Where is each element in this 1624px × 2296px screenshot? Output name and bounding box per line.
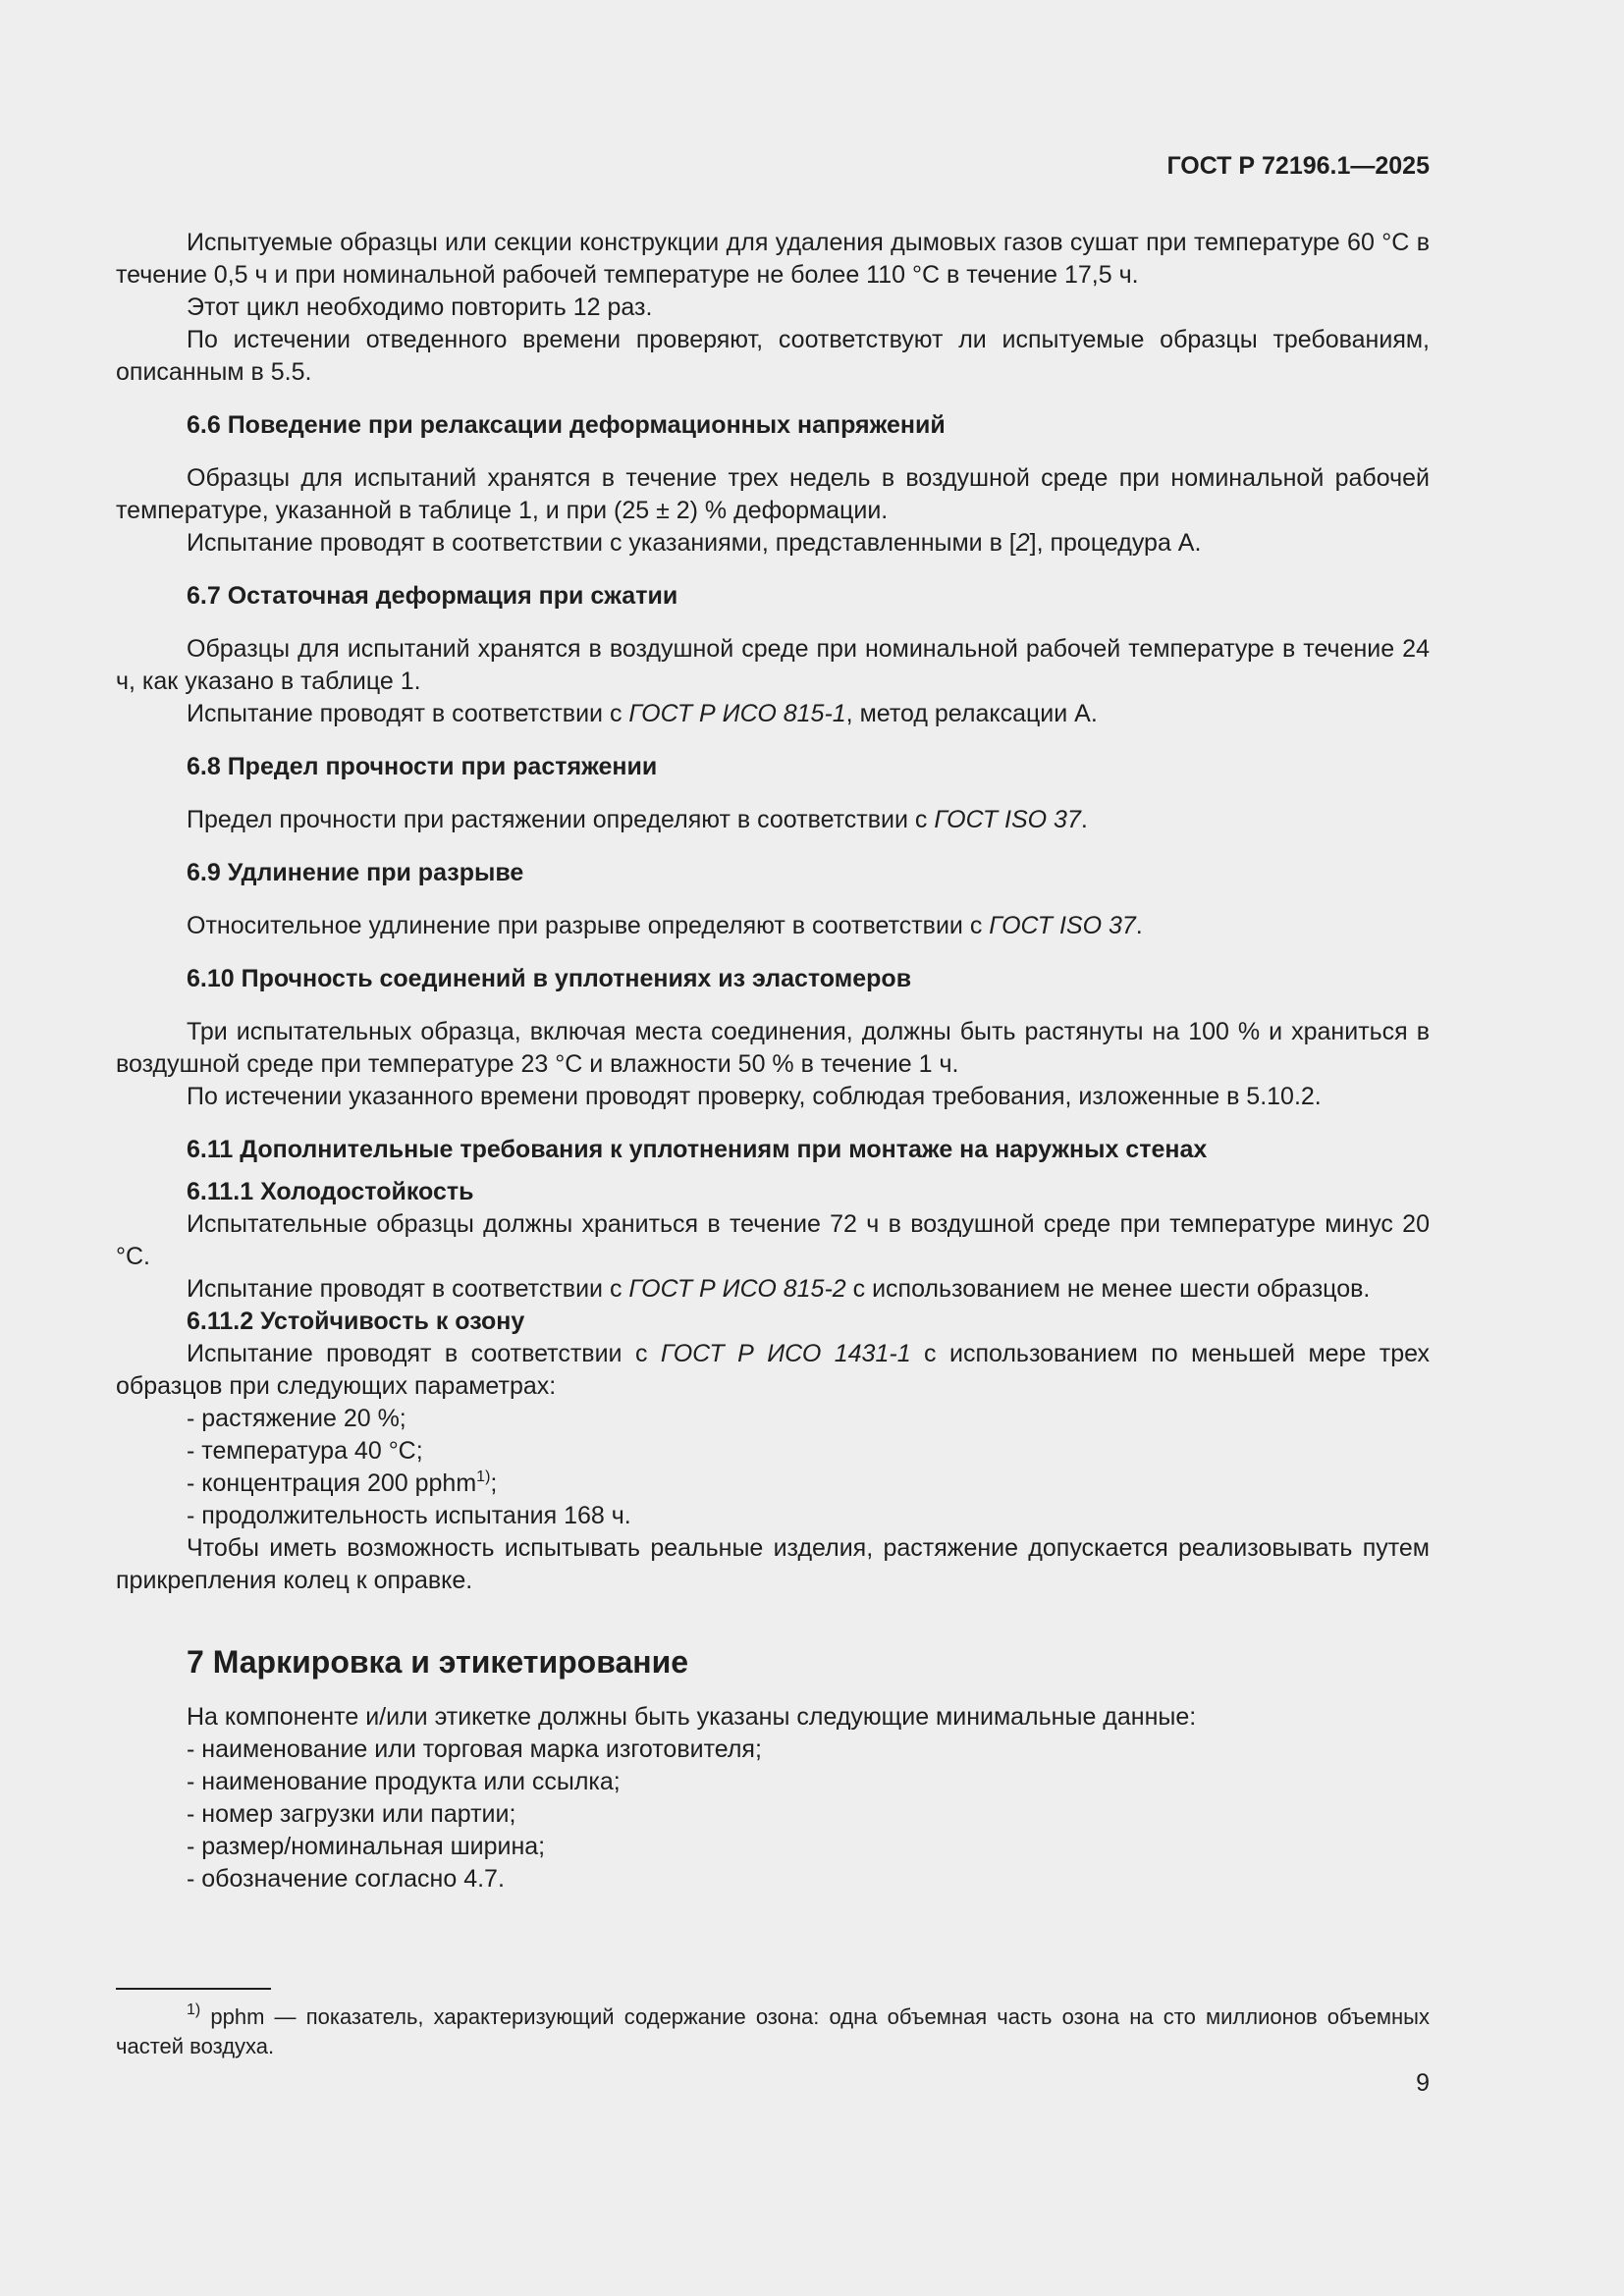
section-6-8-paragraph-1: Предел прочности при растяжении определяют в соответствии с ГОСТ ISO 37. bbox=[187, 806, 1088, 833]
list-item: - наименование продукта или ссылка; bbox=[187, 1768, 621, 1795]
section-6-9-paragraph-1: Относительное удлинение при разрыве определяют в соответствии с ГОСТ ISO 37. bbox=[187, 912, 1143, 939]
section-6-10-paragraph-2: По истечении указанного времени проводят проверку, соблюдая требования, изложенные в 5.10.2. bbox=[187, 1083, 1322, 1110]
standard-reference: ГОСТ Р ИСО 815-1 bbox=[628, 700, 846, 727]
section-6-7-paragraph-2: Испытание проводят в соответствии с ГОСТ Р ИСО 815-1, метод релаксации A. bbox=[187, 700, 1098, 727]
section-6-11-2-paragraph-2: Чтобы иметь возможность испытывать реальные изделия, растяжение допускается реализовывать путем прикрепления колец к оправке. bbox=[116, 1534, 1430, 1594]
section-6-6-heading: 6.6 Поведение при релаксации деформационных напряжений bbox=[187, 411, 946, 439]
list-item: - обозначение согласно 4.7. bbox=[187, 1865, 505, 1893]
list-item: - продолжительность испытания 168 ч. bbox=[187, 1502, 631, 1529]
list-item: - наименование или торговая марка изготовителя; bbox=[187, 1735, 762, 1763]
standard-reference: ГОСТ ISO 37 bbox=[989, 912, 1136, 939]
section-6-9-heading: 6.9 Удлинение при разрыве bbox=[187, 859, 524, 886]
intro-paragraph-3: По истечении отведенного времени проверяют, соответствуют ли испытуемые образцы требованиям, описанным в 5.5. bbox=[116, 326, 1430, 386]
section-6-7-paragraph-1: Образцы для испытаний хранятся в воздушной среде при номинальной рабочей температуре в течение 24 ч, как указано в таблице 1. bbox=[116, 635, 1430, 695]
list-item: - концентрация 200 pphm$^{1)}$; bbox=[187, 1468, 498, 1497]
footnote-mark: 1) bbox=[187, 2002, 201, 2018]
page-number: 9 bbox=[1416, 2069, 1430, 2097]
section-6-7-heading: 6.7 Остаточная деформация при сжатии bbox=[187, 582, 678, 610]
section-6-6-paragraph-2: Испытание проводят в соответствии с указаниями, представленными в [2], процедура A. bbox=[187, 529, 1202, 557]
list-item: - растяжение 20 %; bbox=[187, 1405, 406, 1432]
standard-reference: ГОСТ Р ИСО 815-2 bbox=[628, 1275, 846, 1303]
section-6-6-paragraph-1: Образцы для испытаний хранятся в течение трех недель в воздушной среде при номинальной рабочей температуре, указанной в таблице 1, и при (25 ± 2) % деформации. bbox=[116, 464, 1430, 524]
bibliography-reference: 2 bbox=[1015, 529, 1030, 557]
section-7-heading: 7 Маркировка и этикетирование bbox=[187, 1644, 689, 1680]
section-6-8-heading: 6.8 Предел прочности при растяжении bbox=[187, 753, 658, 780]
section-7-intro: На компоненте и/или этикетке должны быть указаны следующие минимальные данные: bbox=[187, 1703, 1197, 1731]
section-6-10-heading: 6.10 Прочность соединений в уплотнениях из эластомеров bbox=[187, 965, 912, 992]
section-6-11-1-paragraph-2: Испытание проводят в соответствии с ГОСТ Р ИСО 815-2 с использованием не менее шести образцов. bbox=[187, 1275, 1371, 1303]
section-6-10-paragraph-1: Три испытательных образца, включая места соединения, должны быть растянуты на 100 % и храниться в воздушной среде при температуре 23 °C и влажности 50 % в течение 1 ч. bbox=[116, 1018, 1430, 1078]
body-text bbox=[116, 227, 1430, 1896]
standard-reference: ГОСТ Р ИСО 1431-1 bbox=[660, 1340, 911, 1367]
section-6-11-1-heading: 6.11.1 Холодостойкость bbox=[187, 1178, 474, 1205]
standard-reference: ГОСТ ISO 37 bbox=[934, 806, 1081, 833]
list-item: - размер/номинальная ширина; bbox=[187, 1833, 546, 1860]
list-item: - температура 40 °C; bbox=[187, 1437, 423, 1465]
section-6-11-1-paragraph-1: Испытательные образцы должны храниться в течение 72 ч в воздушной среде при температуре минус 20 °C. bbox=[116, 1210, 1430, 1270]
footnote-text: pphm — показатель, характеризующий содержание озона: одна объемная часть озона на сто миллионов объемных частей воздуха. bbox=[116, 2004, 1430, 2058]
footnote-divider bbox=[116, 1988, 271, 1990]
intro-paragraph-2: Этот цикл необходимо повторить 12 раз. bbox=[187, 294, 653, 321]
intro-paragraph-1: Испытуемые образцы или секции конструкции для удаления дымовых газов сушат при температуре 60 °C в течение 0,5 ч и при номинальной рабочей температуре не более 110 °C в течение 17,5 ч. bbox=[116, 229, 1430, 289]
section-6-11-2-heading: 6.11.2 Устойчивость к озону bbox=[187, 1308, 525, 1335]
footnote-reference: 1) bbox=[476, 1468, 491, 1485]
footnote bbox=[116, 2002, 1430, 2061]
list-item: - номер загрузки или партии; bbox=[187, 1800, 516, 1828]
document-header: ГОСТ Р 72196.1—2025 bbox=[1166, 152, 1430, 180]
section-6-11-heading: 6.11 Дополнительные требования к уплотнениям при монтаже на наружных стенах bbox=[187, 1136, 1208, 1163]
section-6-11-2-paragraph-1: Испытание проводят в соответствии с ГОСТ Р ИСО 1431-1 с использованием по меньшей мере трех образцов при следующих параметрах: bbox=[116, 1340, 1430, 1400]
